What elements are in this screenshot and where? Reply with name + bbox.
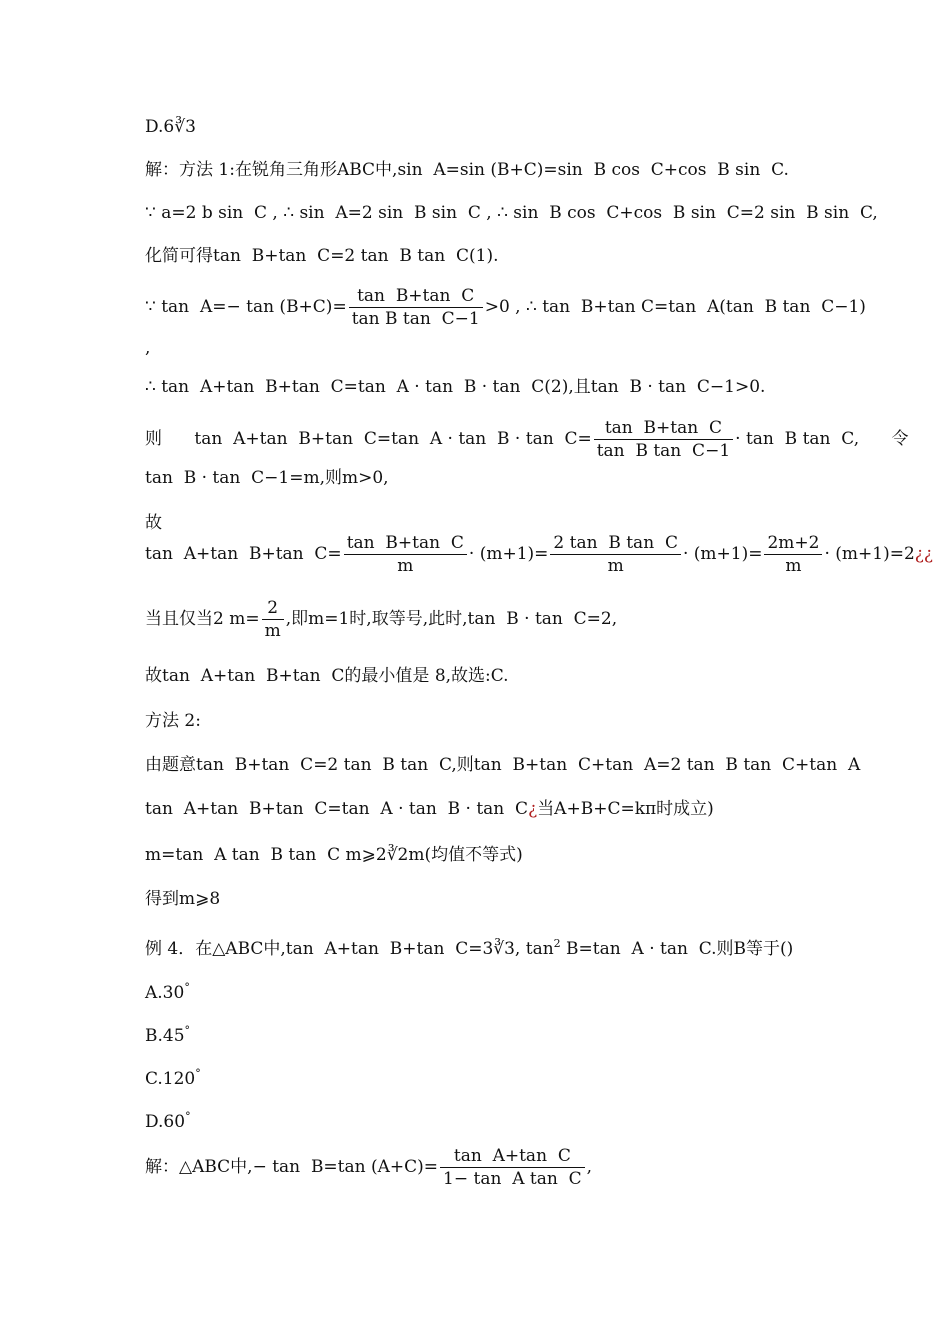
- method2-line3: m=tan A tan B tan C m⩾2∛2m(均值不等式): [145, 845, 523, 865]
- method2-line1: 由题意tan B+tan C=2 tan B tan C,则tan B+tan C+tan A=2 tan B tan C+tan A: [145, 755, 861, 775]
- let-m-line: tan B · tan C−1=m,则m>0,: [145, 468, 389, 488]
- option-c: C.120°: [145, 1067, 201, 1089]
- comma-line: ,: [145, 338, 151, 358]
- method2-label: 方法 2:: [145, 711, 201, 731]
- simplify-line: 化简可得tan B+tan C=2 tan B tan C(1).: [145, 246, 499, 266]
- fraction: $\frac{\text{tan A+tan C}}{\text{1− tan A tan C}}$: [440, 1146, 585, 1189]
- example4-solution-line: 解：△ABC中,− tan B=tan (A+C)= $\frac{\text{tan A+tan C}}{\text{1− tan A tan C}}$ ,: [145, 1146, 593, 1189]
- conclusion-line: 故tan A+tan B+tan C的最小值是 8,故选:C.: [145, 666, 509, 686]
- then-line: 则 tan A+tan B+tan C=tan A · tan B · tan C= $\frac{\text{tan B+tan C}}{\text{tan B tan C−1}}$ · tan B tan C, 令: [145, 418, 909, 461]
- fraction: $\frac{\text{tan B+tan C}}{\text{tan B tan C−1}}$: [349, 286, 483, 329]
- because-line: ∵ a=2 b sin C , ∴ sin A=2 sin B sin C , ∴ sin B cos C+cos B sin C=2 sin B sin C,: [145, 203, 878, 223]
- equality-condition-line: 当且仅当2 m= $\frac{2}{m}$ ,即m=1时,取等号,此时,tan B · tan C=2,: [145, 598, 618, 641]
- option-d: D.60°: [145, 1110, 191, 1132]
- method2-line2: tan A+tan B+tan C=tan A · tan B · tan C¿当A+B+C=kπ时成立): [145, 799, 714, 819]
- example4-question: 例 4．在△ABC中,tan A+tan B+tan C=3∛3, $\tan^2 B=\tan$ A · tan C.则B等于(): [145, 937, 794, 959]
- method2-line4: 得到m⩾8: [145, 889, 221, 909]
- fraction: $\frac{\text{tan B+tan C}}{m}$: [344, 533, 467, 576]
- tan-a-line: ∵ tan A=− tan (B+C)= $\frac{\text{tan B+tan C}}{\text{tan B tan C−1}}$ >0 , ∴ tan B+tan C=tan A(tan B tan C−1): [145, 286, 866, 329]
- fraction: $\frac{2m+2}{m}$: [764, 533, 822, 576]
- therefore-label: 故: [145, 513, 162, 533]
- sum-product-line: ∴ tan A+tan B+tan C=tan A · tan B · tan C(2),且tan B · tan C−1>0.: [145, 377, 766, 397]
- fraction: $\frac{\text{tan B+tan C}}{\text{tan B tan C−1}}$: [594, 418, 733, 461]
- option-b: B.45°: [145, 1024, 191, 1046]
- inequality-line: tan A+tan B+tan C= $\frac{\text{tan B+tan C}}{m}$ · (m+1)= $\frac{\text{2 tan B tan C}}{m}$ · (m+1)= $\frac{2m+2}{m}$ · (m+1)=2¿¿: [145, 533, 934, 576]
- solution-method1-line: 解：方法 1:在锐角三角形ABC中,sin A=sin (B+C)=sin B cos C+cos B sin C.: [145, 160, 789, 180]
- option-a: A.30°: [145, 981, 190, 1003]
- fraction: $\frac{\text{2 tan B tan C}}{m}$: [550, 533, 681, 576]
- fraction: $\frac{2}{m}$: [262, 598, 284, 641]
- option-d-line: D.6∛3: [145, 117, 196, 137]
